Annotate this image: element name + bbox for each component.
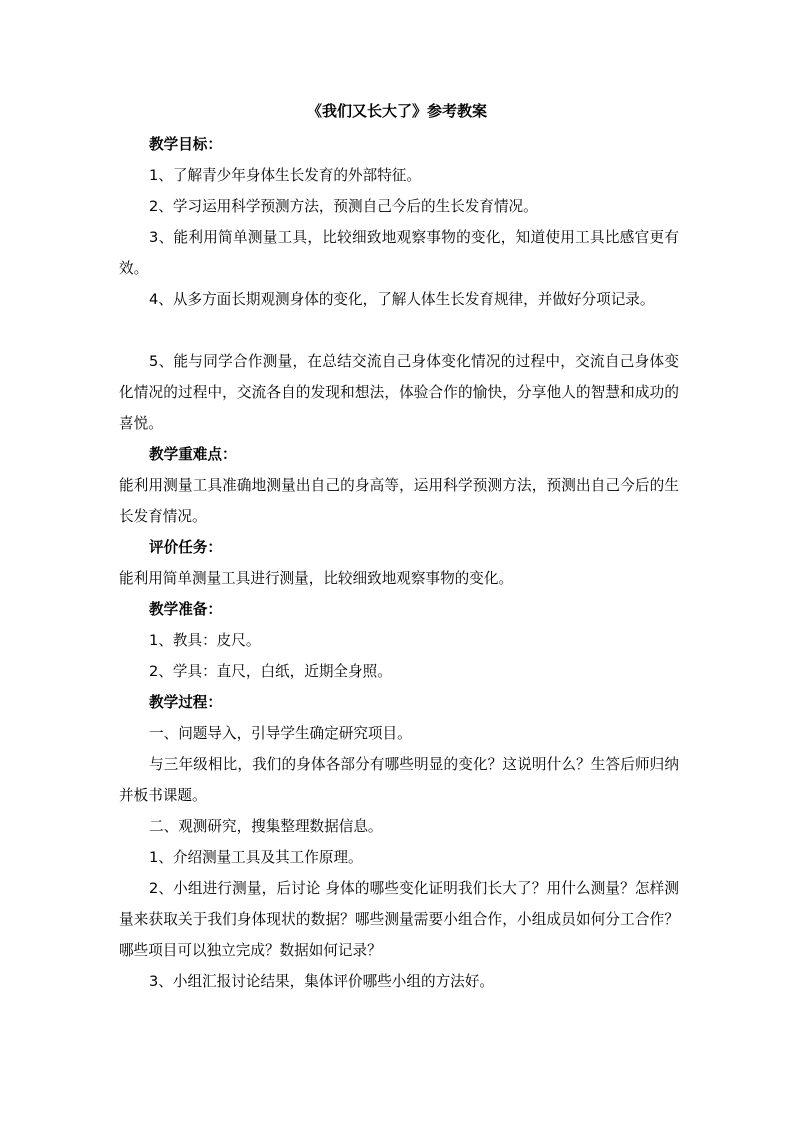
preparation-heading: 教学准备： bbox=[149, 601, 222, 618]
preparation-item: 1、教具：皮尺。 bbox=[149, 632, 261, 649]
objective-item: 5、能与同学合作测量，在总结交流自己身体变化情况的过程中，交流自己身体变化情况的过程中，交流各自的发现和想法，体验合作的愉快，分享他人的智慧和成功的喜悦。 bbox=[119, 353, 679, 432]
process-item: 3、小组汇报讨论结果，集体评价哪些小组的方法好。 bbox=[149, 973, 494, 990]
objective-item: 1、了解青少年身体生长发育的外部特征。 bbox=[149, 167, 421, 184]
process-item: 与三年级相比，我们的身体各部分有哪些明显的变化？这说明什么？生答后师归纳并板书课题。 bbox=[119, 756, 679, 804]
document-title: 《我们又长大了》参考教案 bbox=[306, 102, 487, 120]
process-item: 一、问题导入，引导学生确定研究项目。 bbox=[149, 725, 412, 742]
process-heading: 教学过程： bbox=[149, 694, 222, 711]
objective-item: 4、从多方面长期观测身体的变化，了解人体生长发育规律，并做好分项记录。 bbox=[149, 291, 655, 308]
key-points-heading: 教学重难点： bbox=[149, 446, 237, 463]
process-item: 2、小组进行测量，后讨论 身体的哪些变化证明我们长大了？用什么测量？怎样测量来获取关于我们身体现状的数据？哪些测量需要小组合作，小组成员如何分工合作？哪些项目可以独立完成？数据如何记录？ bbox=[119, 880, 679, 959]
evaluation-heading: 评价任务： bbox=[149, 539, 222, 556]
objective-item: 3、能利用简单测量工具，比较细致地观察事物的变化，知道使用工具比感官更有效。 bbox=[119, 229, 679, 277]
objectives-heading: 教学目标： bbox=[149, 136, 222, 153]
process-item: 二、观测研究，搜集整理数据信息。 bbox=[149, 818, 383, 835]
preparation-item: 2、学具：直尺，白纸，近期全身照。 bbox=[149, 663, 392, 680]
process-item: 1、介绍测量工具及其工作原理。 bbox=[149, 849, 363, 866]
objective-item: 2、学习运用科学预测方法，预测自己今后的生长发育情况。 bbox=[149, 198, 538, 215]
key-points-text: 能利用测量工具准确地测量出自己的身高等，运用科学预测方法，预测出自己今后的生长发育情况。 bbox=[119, 477, 679, 525]
evaluation-text: 能利用简单测量工具进行测量，比较细致地观察事物的变化。 bbox=[119, 570, 514, 587]
